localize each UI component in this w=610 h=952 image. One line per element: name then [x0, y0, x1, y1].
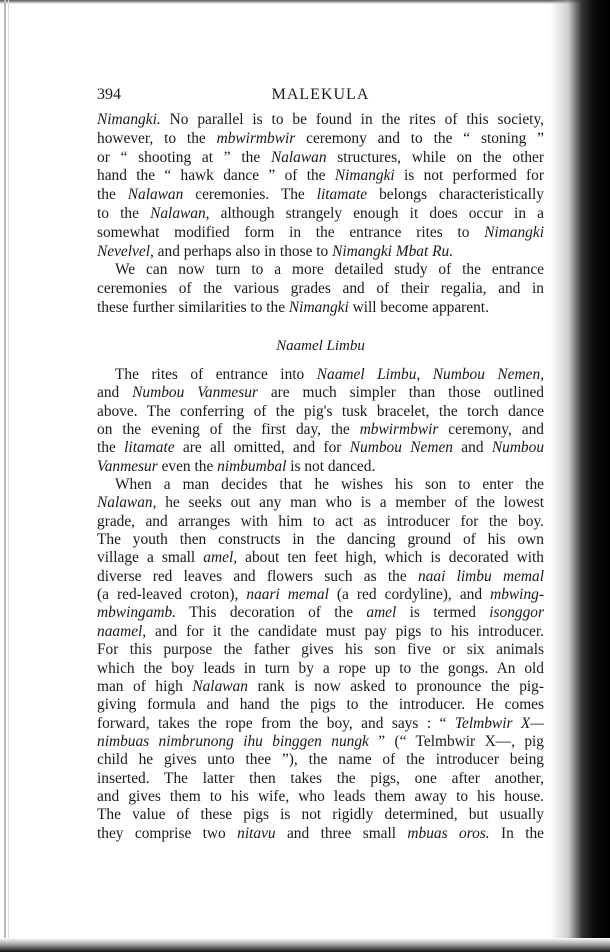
- italic-term: naai limbu memal: [417, 567, 544, 585]
- text-run: however, to the: [97, 129, 217, 147]
- text-line: [97, 733, 544, 751]
- text-run: these further similarities to the: [97, 298, 289, 316]
- text-run: ceremonies. The: [183, 186, 317, 204]
- text-run: forward, takes the rope from the boy, and says : “: [97, 714, 455, 732]
- text-run: and for it the candidate must pay pigs to his introducer.: [146, 622, 544, 640]
- text-line: [97, 439, 544, 457]
- text-run: No parallel is to be found in the rites of this society,: [160, 111, 544, 128]
- text-run: the: [97, 439, 125, 457]
- scan-edge-left: [4, 0, 6, 952]
- text-line: [97, 421, 544, 439]
- text-run: and gives them to his wife, who leads them away to his house.: [97, 787, 544, 805]
- running-title: MALEKULA: [271, 86, 370, 103]
- page-header: [97, 86, 544, 106]
- text-run: diverse red leaves and flowers such as the: [97, 567, 418, 585]
- italic-term: Nalawan: [192, 677, 248, 695]
- italic-term: Nalawan: [270, 148, 327, 166]
- text-run: hand the “ hawk dance ” of the: [97, 167, 335, 185]
- italic-term: Nevelvel,: [97, 242, 154, 260]
- italic-term: Vanmesur: [97, 457, 158, 475]
- italic-term: nimbumbal: [217, 457, 287, 475]
- italic-term: litamate: [124, 439, 175, 457]
- text-run: will become apparent.: [348, 298, 489, 316]
- italic-term: mbwingamb.: [97, 604, 177, 622]
- text-run: or “ shooting at ” the: [97, 148, 271, 166]
- text-line: [97, 806, 544, 824]
- text-line: [97, 531, 544, 549]
- scan-edge-right: [550, 0, 610, 952]
- text-run: grade, and arranges with him to act as introducer for the boy.: [97, 512, 544, 530]
- text-run: man of high: [97, 677, 193, 695]
- italic-term: Nalawan: [127, 186, 184, 204]
- text-line: [97, 261, 544, 280]
- italic-term: Nimangki: [484, 223, 544, 241]
- text-run: he seeks out any man who is a member of the lowest: [156, 494, 544, 512]
- text-run: are all omitted, and for: [174, 439, 350, 457]
- text-line: [97, 788, 544, 806]
- italic-term: Nalawan,: [97, 494, 157, 512]
- italic-term: litamate: [316, 186, 368, 204]
- text-line: [97, 111, 544, 130]
- text-block-naamel-limbu: [97, 366, 544, 843]
- text-run: ” (“ Telmbwir X—, pig: [368, 732, 544, 750]
- text-run: When a man decides that he wishes his son to enter the: [115, 476, 544, 494]
- text-line: [97, 149, 544, 168]
- text-run: belongs characteristically: [367, 186, 544, 204]
- text-line: [97, 770, 544, 788]
- text-run: ceremonies of the various grades and of their regalia, and in: [97, 280, 544, 298]
- section-heading: Naamel Limbu: [276, 338, 365, 354]
- text-run: For this purpose the father gives his son five or six animals: [97, 641, 544, 659]
- text-run: (a red cordyline), and: [328, 586, 491, 604]
- scan-edge-top: [0, 0, 610, 4]
- text-line: [97, 549, 544, 567]
- text-line: [97, 825, 544, 843]
- text-run: rank is now asked to pronounce the pig-: [247, 677, 544, 695]
- text-run: even the: [157, 457, 218, 475]
- text-line: [97, 205, 544, 224]
- text-line: [97, 751, 544, 769]
- text-run: structures, while on the other: [326, 148, 544, 166]
- italic-term: isonggor: [489, 604, 544, 622]
- text-line: [97, 641, 544, 659]
- italic-term: Numbou: [491, 439, 545, 457]
- italic-term: amel: [366, 604, 397, 622]
- text-run: and: [97, 384, 133, 402]
- text-line: [97, 623, 544, 641]
- text-line: [97, 403, 544, 421]
- italic-term: Nimangki Mbat Ru.: [332, 242, 454, 260]
- italic-term: amel,: [203, 549, 238, 567]
- text-run: The value of these pigs is not rigidly determined, but usually: [97, 806, 544, 824]
- text-line: [97, 299, 544, 318]
- italic-term: mbwirmbwir: [216, 129, 296, 147]
- text-run: is not danced.: [286, 457, 376, 475]
- text-line: [97, 366, 544, 384]
- text-line: [97, 715, 544, 733]
- text-run: In the: [489, 824, 545, 842]
- text-block-intro: [97, 111, 544, 318]
- italic-term: nitavu: [237, 824, 276, 842]
- text-run: and three small: [275, 824, 408, 842]
- text-line: [97, 513, 544, 531]
- text-run: about ten feet high, which is decorated with: [237, 549, 544, 567]
- text-line: [97, 384, 544, 402]
- text-run: and perhaps also in those to: [153, 242, 333, 260]
- text-run: are much simpler than those outlined: [257, 384, 545, 402]
- text-run: ceremony, and: [438, 421, 544, 439]
- text-run: to the: [97, 204, 151, 222]
- scan-edge-bottom: [0, 938, 610, 952]
- text-run: and: [452, 439, 492, 457]
- italic-term: Numbou Vanmesur: [132, 384, 258, 402]
- text-run: the: [97, 186, 128, 204]
- text-run: although strangely enough it does occur in a: [209, 204, 544, 222]
- text-run: We can now turn to a more detailed study of the entrance: [115, 261, 544, 279]
- text-run: village a small: [97, 549, 204, 567]
- text-line: [97, 224, 544, 243]
- text-run: on the evening of the first day, the: [97, 421, 360, 439]
- text-run: The youth then constructs in the dancing ground of his own: [97, 531, 544, 549]
- page-number: 394: [97, 86, 121, 103]
- text-line: [97, 678, 544, 696]
- italic-term: mbwirmbwir: [359, 421, 439, 439]
- text-run: somewhat modified form in the entrance rites to: [97, 223, 485, 241]
- italic-term: Nimangki.: [97, 111, 161, 128]
- text-run: inserted. The latter then takes the pigs, one after another,: [97, 769, 544, 787]
- text-run: is termed: [396, 604, 490, 622]
- text-run: ceremony and to the “ stoning ”: [295, 129, 544, 147]
- italic-term: Nalawan,: [150, 204, 210, 222]
- italic-term: Telmbwir X—: [454, 714, 544, 732]
- text-run: they comprise two: [97, 824, 238, 842]
- text-run: is not performed for: [394, 167, 544, 185]
- text-run: which the boy leads in turn by a rope up to the gongs. An old: [97, 659, 544, 677]
- italic-term: naari memal: [246, 586, 329, 604]
- italic-term: mbuas oros.: [407, 824, 490, 842]
- text-run: above. The conferring of the pig's tusk bracelet, the torch dance: [97, 402, 544, 420]
- italic-term: mbwing-: [490, 586, 544, 604]
- text-line: [97, 458, 544, 476]
- text-line: [97, 568, 544, 586]
- text-line: [97, 494, 544, 512]
- text-line: [97, 280, 544, 299]
- text-line: [97, 696, 544, 714]
- text-run: giving formula and hand the pigs to the introducer. He comes: [97, 696, 544, 714]
- italic-term: nimbuas nimbrunong ihu binggen nungk: [97, 732, 369, 750]
- text-run: child he gives unto thee ”), the name of the introducer being: [97, 751, 544, 769]
- text-line: [97, 243, 544, 262]
- italic-term: Naamel Limbu, Numbou Nemen,: [316, 366, 545, 383]
- text-run: The rites of entrance into: [115, 366, 317, 383]
- text-line: [97, 167, 544, 186]
- italic-term: Numbou Nemen: [349, 439, 453, 457]
- text-line: [97, 660, 544, 678]
- text-line: [97, 130, 544, 149]
- text-line: [97, 604, 544, 622]
- scan-edge-left-inner: [8, 0, 9, 952]
- italic-term: naamel,: [97, 622, 147, 640]
- text-run: This decoration of the: [176, 604, 367, 622]
- italic-term: Nimangki: [288, 298, 349, 316]
- text-line: [97, 586, 544, 604]
- text-run: (a red-leaved croton),: [97, 586, 247, 604]
- italic-term: Nimangki: [334, 167, 395, 185]
- text-line: [97, 186, 544, 205]
- text-line: [97, 476, 544, 494]
